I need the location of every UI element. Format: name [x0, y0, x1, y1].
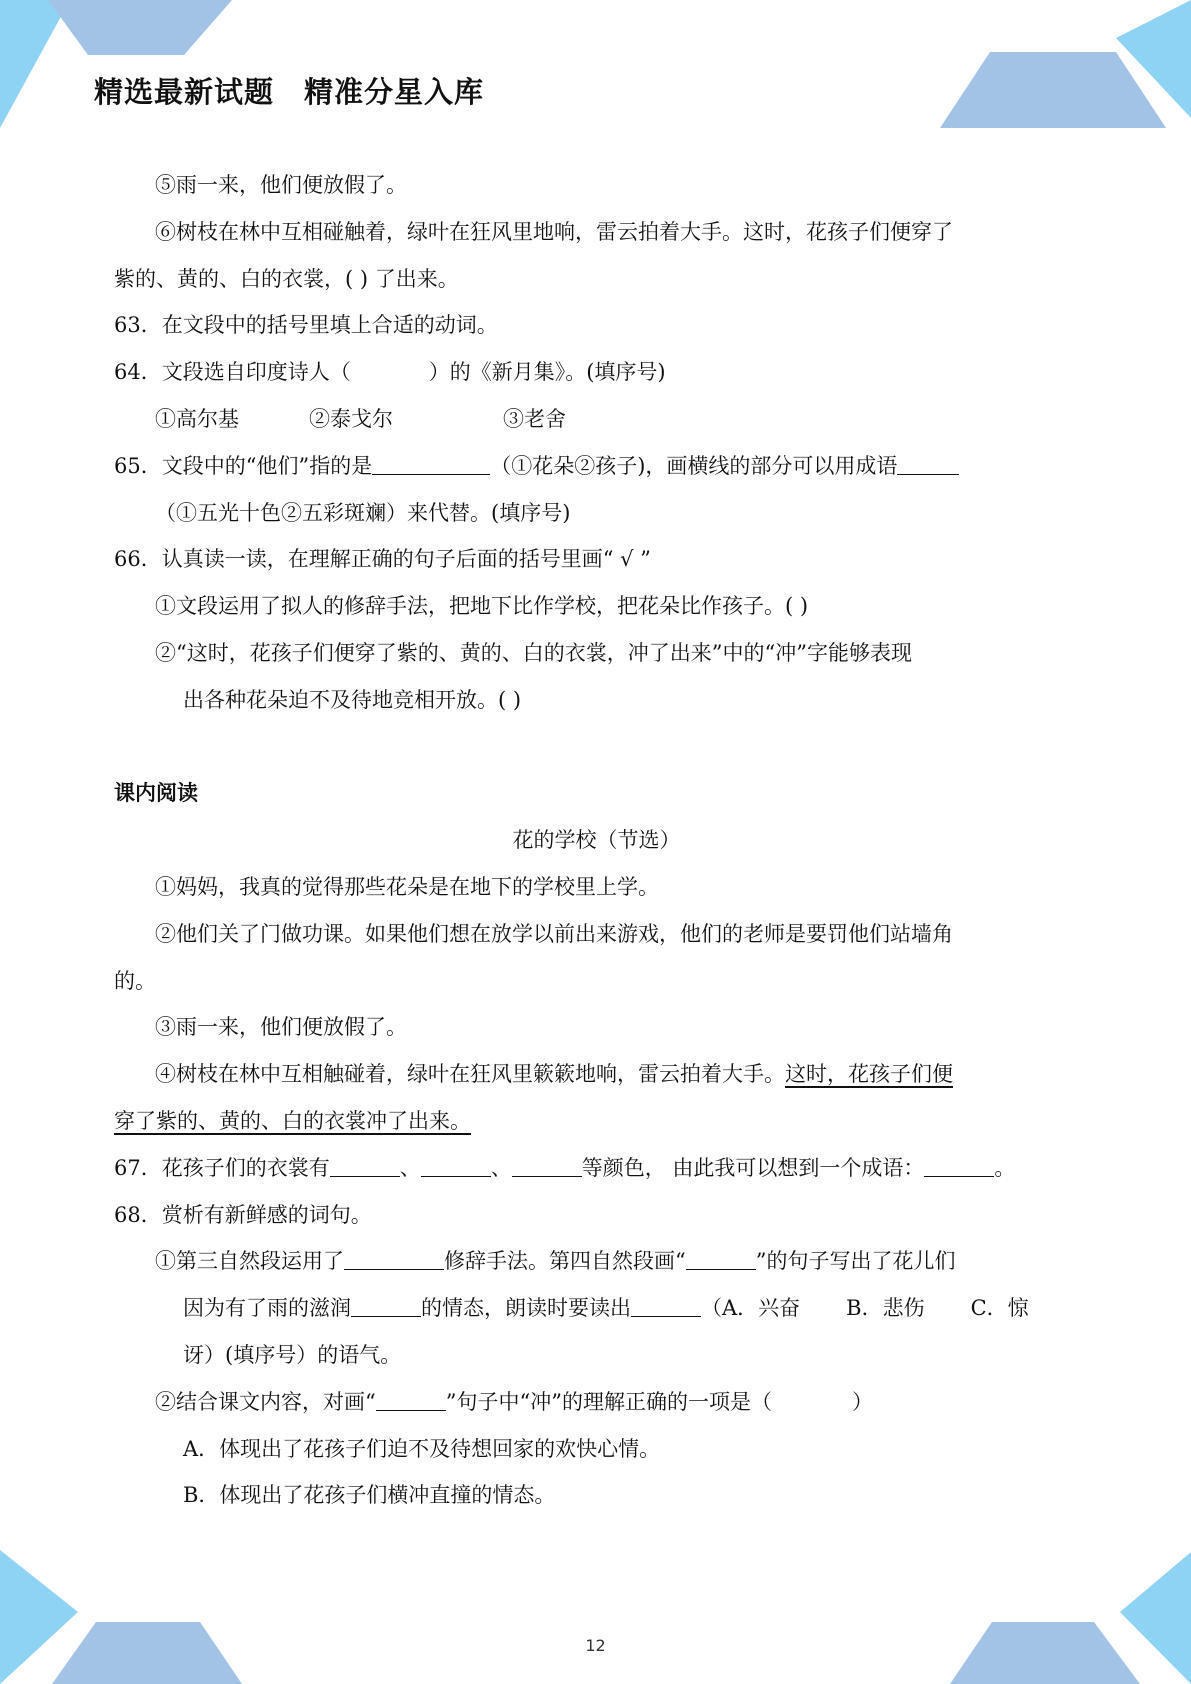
question-66-stem: 66．认真读一读，在理解正确的句子后面的括号里画“ √ ” — [114, 547, 651, 572]
question-65-text-a: 65．文段中的“他们”指的是 — [114, 453, 373, 478]
question-68-option-a: A．体现出了花孩子们迫不及待想回家的欢快心情。 — [183, 1436, 661, 1461]
answer-blank-q68-1[interactable] — [344, 1245, 444, 1270]
q68-choice-c: C．惊 — [970, 1296, 1029, 1321]
answer-blank-q67-1[interactable] — [330, 1152, 400, 1177]
q64-option-2: ②泰戈尔 — [309, 406, 393, 431]
worksheet-content — [114, 162, 1079, 1519]
page-number: 12 — [585, 1636, 606, 1655]
answer-blank-q68-2[interactable] — [686, 1245, 756, 1270]
answer-blank-q67-2[interactable] — [421, 1152, 491, 1177]
q68-p2-text-3: ） — [851, 1389, 873, 1414]
passage1-paragraph-6-line1: ⑥树枝在林中互相碰触着，绿叶在狂风里地响，雷云拍着大手。这时，花孩子们便穿了 — [155, 219, 953, 244]
answer-blank-q67-4[interactable] — [924, 1152, 994, 1177]
question-68-option-b: B．体现出了花孩子们横冲直撞的情态。 — [183, 1483, 556, 1508]
passage2-paragraph-4-line2 — [114, 1098, 1079, 1145]
passage2-paragraph-4-line1 — [114, 1051, 1079, 1098]
question-65-line2: （①五光十色②五彩斑斓）来代替。(填序号) — [155, 500, 571, 525]
question-63: 63．在文段中的括号里填上合适的动词。 — [114, 313, 498, 338]
q68-p1-text-3: ”的句子写出了花儿们 — [755, 1249, 956, 1274]
section-heading: 课内阅读 — [114, 781, 198, 806]
passage2-paragraph-2-line2: 的。 — [114, 968, 156, 993]
q64-option-1: ①高尔基 — [155, 406, 239, 431]
bottom-left-corner-triangle — [0, 1550, 78, 1684]
passage2-p4-underlined-part1: 这时，花孩子们便 — [785, 1062, 953, 1087]
top-left-corner-triangle — [0, 0, 70, 128]
passage2-paragraph-3: ③雨一来，他们便放假了。 — [155, 1015, 407, 1040]
q68-p1-text-4: 因为有了雨的滋润 — [183, 1296, 351, 1321]
q68-choice-a: （A．兴奋 — [701, 1296, 801, 1321]
passage1-paragraph-6-line2: 紫的、黄的、白的衣裳，( ) 了出来。 — [114, 266, 459, 291]
q68-p2-text-1: ②结合课文内容，对画“ — [155, 1389, 376, 1414]
question-65-line1 — [114, 443, 1079, 490]
answer-blank-q68-3[interactable] — [351, 1292, 421, 1317]
question-68-part1-line1 — [114, 1238, 1079, 1285]
question-68-part2 — [114, 1379, 1079, 1426]
q68-p1-text-5: 的情态，朗读时要读出 — [421, 1296, 631, 1321]
question-64-stem-a: 64．文段选自印度诗人（ — [114, 360, 351, 385]
answer-blank-q68-5[interactable] — [376, 1386, 446, 1411]
passage2-p4-text: ④树枝在林中互相触碰着，绿叶在狂风里簌簌地响，雷云拍着大手。 — [155, 1062, 785, 1087]
question-64-options — [114, 396, 1079, 443]
passage2-title: 花的学校（节选） — [512, 828, 681, 853]
q68-p1-text-2: 修辞手法。第四自然段画“ — [444, 1249, 686, 1274]
question-67 — [114, 1145, 1079, 1192]
passage2-p4-underlined-part2: 穿了紫的、黄的、白的衣裳冲了出来。 — [114, 1108, 471, 1133]
header-title: 精选最新试题 精准分星入库 — [94, 75, 485, 109]
answer-blank-q65-2[interactable] — [897, 450, 959, 475]
question-66-statement-2-line1: ②“这时，花孩子们便穿了紫的、黄的、白的衣裳，冲了出来”中的“冲”字能够表现 — [155, 640, 912, 665]
question-64-stem-b: ）的《新月集》。(填序号) — [428, 360, 666, 385]
question-66-statement-1: ①文段运用了拟人的修辞手法，把地下比作学校，把花朵比作孩子。( ) — [155, 594, 809, 619]
question-66-statement-2-line2: 出各种花朵迫不及待地竞相开放。( ) — [183, 687, 522, 712]
top-left-trapezoid — [48, 0, 232, 55]
question-68-part1-line2 — [114, 1285, 1079, 1332]
bottom-right-corner-triangle — [1120, 1552, 1191, 1684]
question-67-text-a: 67．花孩子们的衣裳有 — [114, 1155, 330, 1180]
question-68-stem: 68．赏析有新鲜感的词句。 — [114, 1202, 372, 1227]
question-67-sep1: 、 — [399, 1155, 421, 1180]
question-65-text-b: （①花朵②孩子)，画横线的部分可以用成语 — [490, 453, 898, 478]
top-right-corner-triangle — [1116, 0, 1191, 118]
q64-option-3: ③老舍 — [503, 406, 566, 431]
answer-blank-q67-3[interactable] — [512, 1152, 582, 1177]
question-64 — [114, 349, 1079, 396]
question-67-text-b: 等颜色， 由此我可以想到一个成语： — [581, 1155, 925, 1180]
top-right-trapezoid — [940, 52, 1166, 128]
passage1-paragraph-5: ⑤雨一来，他们便放假了。 — [155, 173, 407, 197]
passage2-paragraph-2-line1: ②他们关了门做功课。如果他们想在放学以前出来游戏，他们的老师是要罚他们站墙角 — [155, 921, 953, 946]
question-67-end: 。 — [994, 1155, 1016, 1180]
q68-choice-b: B．悲伤 — [846, 1296, 925, 1321]
question-68-part1-line3: 讶）(填序号）的语气。 — [183, 1342, 402, 1367]
passage2-paragraph-1: ①妈妈，我真的觉得那些花朵是在地下的学校里上学。 — [155, 874, 659, 899]
q68-p2-text-2: ”句子中“冲”的理解正确的一项是（ — [445, 1389, 772, 1414]
question-67-sep2: 、 — [490, 1155, 512, 1180]
answer-blank-q65-1[interactable] — [372, 450, 490, 475]
answer-blank-q68-4[interactable] — [631, 1292, 701, 1317]
q68-p1-text-1: ①第三自然段运用了 — [155, 1249, 344, 1274]
